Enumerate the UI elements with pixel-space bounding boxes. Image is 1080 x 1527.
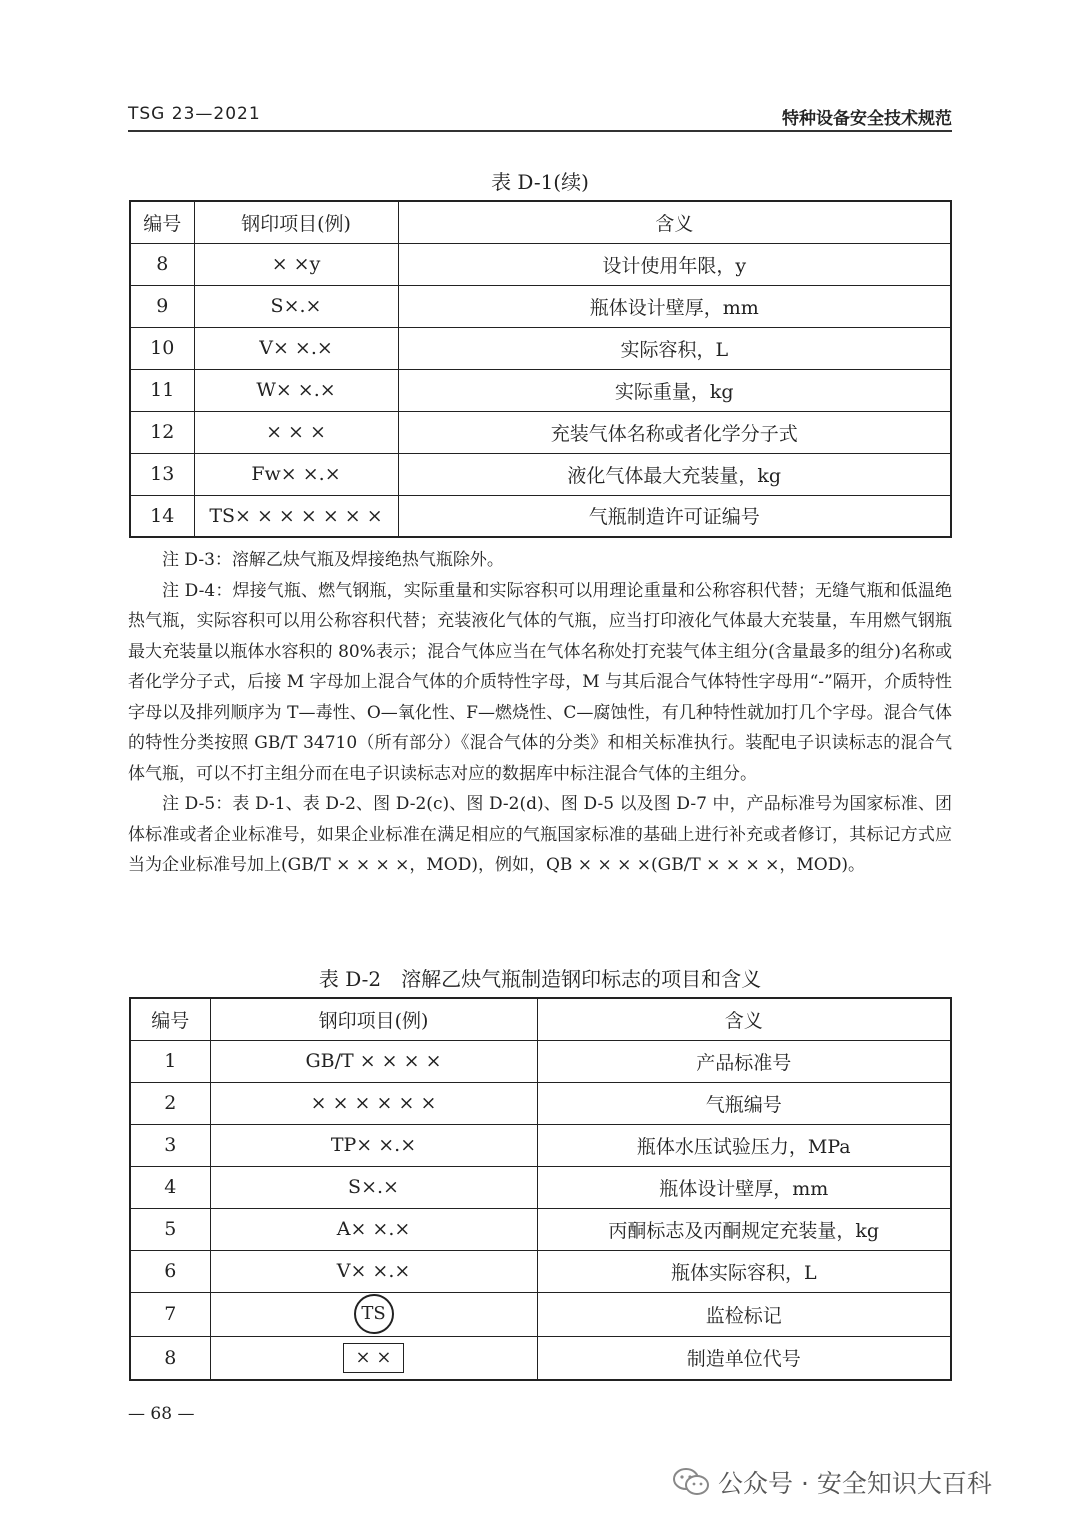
row-number: 3 [130,1124,210,1166]
stamp-item: GB/T × × × × [210,1040,537,1082]
stamp-item: × × × × × × [210,1082,537,1124]
table-row [130,1166,951,1208]
row-number: 9 [130,285,194,327]
table-row [130,1336,951,1380]
row-number: 2 [130,1082,210,1124]
row-number: 7 [130,1292,210,1336]
row-number: 4 [130,1166,210,1208]
footer-text: 公众号 · 安全知识大百科 [718,1469,992,1498]
column-header: 钢印项目(例) [194,201,398,243]
meaning: 监检标记 [537,1292,951,1336]
meaning: 瓶体水压试验压力，MPa [537,1124,951,1166]
column-header: 含义 [537,998,951,1040]
table-d1-caption: 表 D-1(续) [491,170,589,194]
table-row [130,285,951,327]
stamp-item: S×.× [210,1166,537,1208]
meaning: 设计使用年限，y [398,243,951,285]
notes-block [128,545,952,881]
column-header: 编号 [130,201,194,243]
meaning: 实际重量，kg [398,369,951,411]
table-row [130,495,951,537]
series-title: 特种设备安全技术规范 [782,109,952,129]
table-d2-caption: 表 D-2 溶解乙炔气瓶制造钢印标志的项目和含义 [318,967,762,991]
stamp-item [210,1336,537,1380]
row-number: 14 [130,495,194,537]
row-number: 12 [130,411,194,453]
row-number: 8 [130,1336,210,1380]
stamp-item: Fw× ×.× [194,453,398,495]
stamp-item: S×.× [194,285,398,327]
note-d4: 注 D-4：焊接气瓶、燃气钢瓶，实际重量和实际容积可以用理论重量和公称容积代替；无缝气瓶和低温绝热气瓶，实际容积可以用公称容积代替；充装液化气体的气瓶，应当打印液化气体最大充装量，车用燃气钢瓶最大充装量以瓶体水容积的 80%表示；混合气体应当在气体名称处打充装气体主组分(含量最多的组分)名称或者化学分子式，后接 M 字母加上混合气体的介质特性字母，M 与其后混合气体特性字母用“-”隔开，介质特性字母以及排列顺序为 T—毒性、O—氧化性、F—燃烧性、C—腐蚀性，有几种特性就加打几个字母。混合气体的特性分类按照 GB/T 34710（所有部分）《混合气体的分类》和相关标准执行。装配电子识读标志的混合气体气瓶，可以不打主组分而在电子识读标志对应的数据库中标注混合气体的主组分。 [128,580,952,784]
table-row [130,243,951,285]
stamp-item: TP× ×.× [210,1124,537,1166]
stamp-item: × ×y [194,243,398,285]
stamp-item [210,1292,537,1336]
table-header-row [130,201,951,243]
stamp-item: A× ×.× [210,1208,537,1250]
meaning: 制造单位代号 [537,1336,951,1380]
meaning: 产品标准号 [537,1040,951,1082]
table-row [130,1040,951,1082]
row-number: 5 [130,1208,210,1250]
table-row [130,1208,951,1250]
table-row [130,369,951,411]
column-header: 含义 [398,201,951,243]
table-header-row [130,998,951,1040]
row-number: 1 [130,1040,210,1082]
stamp-item: W× ×.× [194,369,398,411]
column-header: 钢印项目(例) [210,998,537,1040]
table-row [130,411,951,453]
note-d3: 注 D-3：溶解乙炔气瓶及焊接绝热气瓶除外。 [162,550,504,570]
table-row [130,1082,951,1124]
meaning: 瓶体设计壁厚，mm [537,1166,951,1208]
table-row [130,1292,951,1336]
row-number: 11 [130,369,194,411]
meaning: 液化气体最大充装量，kg [398,453,951,495]
stamp-item: V× ×.× [210,1250,537,1292]
meaning: 气瓶制造许可证编号 [398,495,951,537]
page-number: — 68 — [128,1404,195,1424]
column-header: 编号 [130,998,210,1040]
meaning: 实际容积，L [398,327,951,369]
wechat-footer [672,1462,992,1502]
standard-code: TSG 23—2021 [128,104,261,124]
wechat-icon [672,1467,710,1497]
note-d5: 注 D-5：表 D-1、表 D-2、图 D-2(c)、图 D-2(d)、图 D-5 以及图 D-7 中，产品标准号为国家标准、团体标准或者企业标准号，如果企业标准在满足相应的气瓶国家标准的基础上进行补充或者修订，其标记方式应当为企业标准号加上(GB/T × × × ×，MOD)，例如，QB × × × ×(GB/T × × × ×，MOD)。 [128,794,952,875]
stamp-item: TS× × × × × × × [194,495,398,537]
table-row [130,1124,951,1166]
table-d1 [129,200,952,538]
row-number: 6 [130,1250,210,1292]
row-number: 8 [130,243,194,285]
meaning: 充装气体名称或者化学分子式 [398,411,951,453]
row-number: 13 [130,453,194,495]
stamp-item: × × × [194,411,398,453]
row-number: 10 [130,327,194,369]
manufacturer-code-box: × × [343,1343,405,1373]
meaning: 瓶体实际容积，L [537,1250,951,1292]
table-row [130,1250,951,1292]
table-d2 [129,997,952,1381]
table-row [130,327,951,369]
table-row [130,453,951,495]
meaning: 气瓶编号 [537,1082,951,1124]
ts-inspection-mark: TS [354,1294,394,1334]
meaning: 丙酮标志及丙酮规定充装量，kg [537,1208,951,1250]
meaning: 瓶体设计壁厚，mm [398,285,951,327]
stamp-item: V× ×.× [194,327,398,369]
page-header [128,104,952,132]
